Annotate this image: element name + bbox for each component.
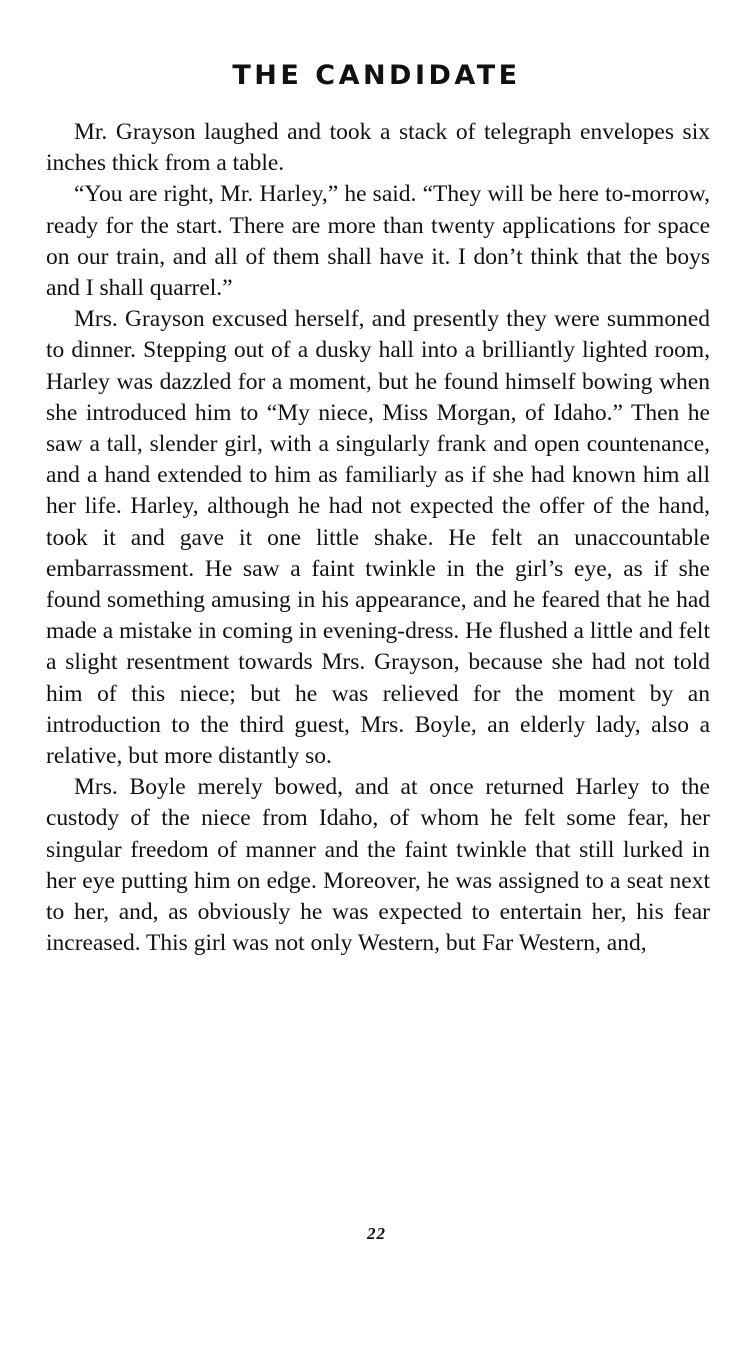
- body-text: [46, 117, 710, 959]
- paragraph-1: Mr. Grayson laughed and took a stack of telegraph envelopes six inches thick from a table.: [46, 119, 710, 177]
- paragraph-4: Mrs. Boyle merely bowed, and at once returned Harley to the custody of the niece from Idaho, of whom he felt some fear, her singular freedom of manner and the faint twinkle that still lurked in her eye putting him on edge. Moreover, he was assigned to a seat next to her, and, as obviously he was expected to entertain her, his fear increased. This girl was not only Western, but Far Western, and,: [46, 774, 710, 957]
- page-number: 22: [367, 1224, 386, 1243]
- paragraph-2: “You are right, Mr. Harley,” he said. “They will be here to-morrow, ready for the start. There are more than twenty applications for space on our train, and all of them shall have it. I don’t think that the boys and I shall quarrel.”: [46, 181, 710, 302]
- paragraph-3: Mrs. Grayson excused herself, and presently they were summoned to dinner. Stepping out of a dusky hall into a brilliantly lighted room, Harley was dazzled for a moment, but he found himself bowing when she introduced him to “My niece, Miss Morgan, of Idaho.” Then he saw a tall, slender girl, with a singularly frank and open countenance, and a hand extended to him as familiarly as if she had known him all her life. Harley, although he had not expected the offer of the hand, took it and gave it one little shake. He felt an unaccountable embarrassment. He saw a faint twinkle in the girl’s eye, as if she found something amusing in his appearance, and he feared that he had made a mistake in coming in evening-dress. He flushed a little and felt a slight resentment towards Mrs. Grayson, because she had not told him of this niece; but he was relieved for the moment by an introduction to the third guest, Mrs. Boyle, an elderly lady, also a relative, but more distantly so.: [46, 306, 710, 770]
- running-head: THE CANDIDATE: [232, 60, 521, 91]
